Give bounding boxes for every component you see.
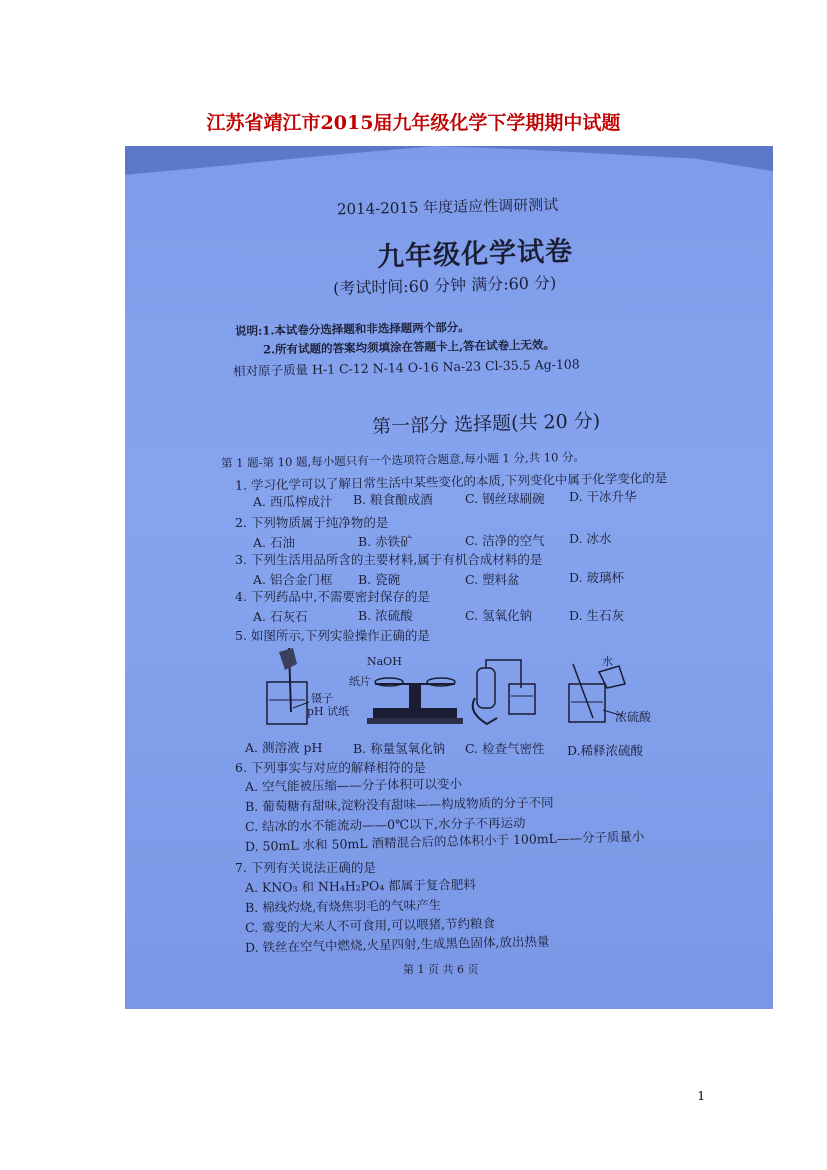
- question-3-option-b: B. 瓷碗: [358, 572, 401, 587]
- question-5-option-b: B. 称量氢氧化钠: [353, 741, 446, 756]
- question-2-option-b: B. 赤铁矿: [358, 534, 413, 549]
- exam-page-footer: 第 1 页 共 6 页: [403, 963, 479, 976]
- question-1-option-d: D. 干冰升华: [569, 489, 637, 504]
- exam-note-2: 2.所有试题的答案均须填涂在答题卡上,答在试卷上无效。: [262, 337, 556, 357]
- question-5-option-c: C. 检查气密性: [465, 741, 545, 756]
- question-1-stem: 1. 学习化学可以了解日常生活中某些变化的本质,下列变化中属于化学变化的是: [234, 470, 668, 493]
- question-4-stem: 4. 下列药品中,不需要密封保存的是: [235, 589, 430, 604]
- question-2-option-d: D. 冰水: [569, 531, 612, 546]
- figure-label-ph-paper: pH 试纸: [307, 705, 350, 718]
- exam-header-title: 九年级化学试卷: [376, 235, 574, 274]
- question-5-option-d: D.稀释浓硫酸: [567, 743, 644, 758]
- exam-photo: [125, 146, 773, 1009]
- question-1-option-a: A. 西瓜榨成汁: [253, 494, 333, 509]
- question-3-option-a: A. 铝合金门框: [253, 572, 333, 587]
- question-2-stem: 2. 下列物质属于纯净物的是: [235, 515, 389, 530]
- exam-note-1: 说明:1.本试卷分选择题和非选择题两个部分。: [234, 319, 470, 339]
- question-7-option-c: C. 霉变的大米人不可食用,可以喂猪,节约粮食: [244, 915, 496, 935]
- question-5-stem: 5. 如图所示,下列实验操作正确的是: [235, 628, 430, 643]
- question-7-stem: 7. 下列有关说法正确的是: [235, 860, 376, 875]
- question-6-option-c: C. 结冰的水不能流动——0℃以下,水分子不再运动: [244, 815, 526, 834]
- question-1-option-c: C. 钢丝球刷碗: [465, 491, 545, 506]
- question-2-option-c: C. 洁净的空气: [465, 533, 545, 548]
- section-title: 第一部分 选择题(共 20 分): [371, 410, 601, 438]
- question-7-option-b: B. 棉线灼烧,有烧焦羽毛的气味产生: [244, 897, 442, 915]
- question-4-option-b: B. 浓硫酸: [358, 608, 413, 623]
- question-6-stem: 6. 下列事实与对应的解释相符的是: [235, 760, 426, 775]
- figure-label-tweezers: 镊子: [311, 692, 333, 705]
- exam-header-time: (考试时间:60 分钟 满分:60 分): [332, 273, 557, 298]
- question-2-option-a: A. 石油: [253, 535, 295, 550]
- atomic-mass-line: 相对原子质量 H-1 C-12 N-14 O-16 Na-23 Cl-35.5 Ag-108: [232, 356, 580, 379]
- figure-b-balance: [365, 670, 465, 730]
- figure-label-acid: 浓硫酸: [615, 710, 652, 724]
- document-title: 江苏省靖江市2015届九年级化学下学期期中试题: [206, 112, 621, 134]
- question-6-option-d: D. 50mL 水和 50mL 酒精混合后的总体积小于 100mL——分子质量小: [244, 828, 645, 854]
- figure-c-airtight-check: [467, 658, 551, 732]
- figure-label-naoh: NaOH: [367, 655, 402, 668]
- question-4-option-d: D. 生石灰: [569, 608, 625, 623]
- figure-label-paper: 纸片: [349, 675, 371, 688]
- exam-sheet: [125, 146, 773, 1009]
- question-5-option-a: A. 测溶液 pH: [245, 740, 323, 755]
- question-1-option-b: B. 粮食酿成酒: [353, 492, 433, 507]
- instruction-line: 第 1 题-第 10 题,每小题只有一个选项符合题意,每小题 1 分,共 10 分。: [220, 449, 586, 471]
- question-3-option-d: D. 玻璃杯: [569, 570, 625, 585]
- question-4-option-a: A. 石灰石: [253, 609, 308, 624]
- page-number: 1: [697, 1089, 705, 1103]
- question-6-option-a: A. 空气能被压缩——分子体积可以变小: [244, 775, 463, 794]
- question-4-option-c: C. 氢氧化钠: [465, 608, 533, 623]
- question-6-option-b: B. 葡萄糖有甜味,淀粉没有甜味——构成物质的分子不同: [244, 794, 554, 814]
- figure-label-water: 水: [602, 655, 613, 668]
- exam-header-line1: 2014-2015 年度适应性调研测试: [336, 195, 559, 219]
- question-3-stem: 3. 下列生活用品所含的主要材料,属于有机合成材料的是: [235, 552, 543, 567]
- question-7-option-d: D. 铁丝在空气中燃烧,火星四射,生成黑色固体,放出热量: [244, 933, 550, 955]
- question-3-option-c: C. 塑料盆: [465, 572, 520, 587]
- question-7-option-a: A. KNO₃ 和 NH₄H₂PO₄ 都属于复合肥料: [244, 876, 476, 895]
